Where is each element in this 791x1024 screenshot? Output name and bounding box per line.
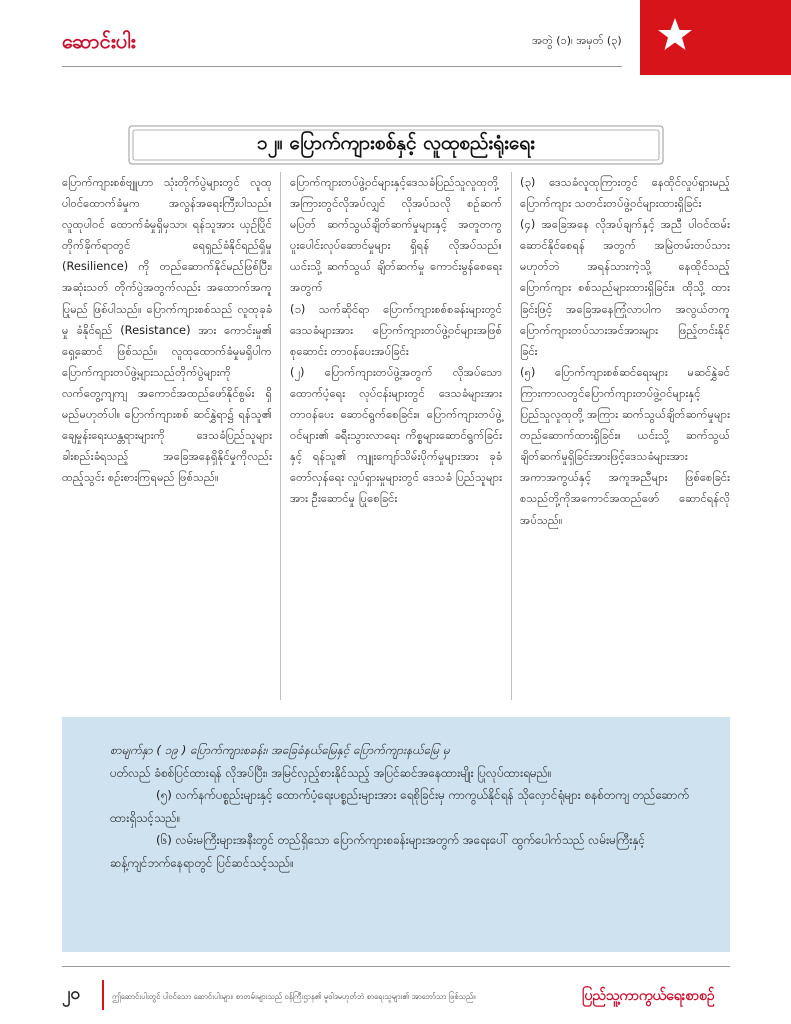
paragraph: (၅) ပြောက်ကျားစစ်ဆင်ရေးများ မဆင်နွှဲခင်ကြားကာလတွင်ပြောက်ကျားတပ်ဖွဲ့ဝင်များနှင့်ပြည်သူလူထုတို့ အကြား ဆက်သွယ်ချိတ်ဆက်မှုများ တည်ဆောက်ထားရှိခြင်း။ ယင်းသို့ ဆက်သွယ်ချိတ်ဆက်မှုရှိခြင်းအားဖြင့်ဒေသခံများအား အကာအကွယ်နှင့် အကူအညီများ ဖြစ်စေခြင်းစသည်တို့ကိုအကောင်အထည်ဖော် ဆောင်ရန်လိုအပ်သည်။ [520, 364, 730, 527]
footer-disclaimer: ဤဆောင်းပါးတွင် ပါဝင်သော ဆောင်းပါးများ၊ စာတမ်းများသည် ဝန်ကြီးဌာန၏ မူဝါဒမဟုတ်ဘဲ စာရေးသူများ၏ အာဘော်သာ ဖြစ်သည်။ [112, 992, 476, 1001]
paragraph: (၃) ဒေသခံလူထုကြားတွင် နေထိုင်လှုပ်ရှားမည့် ပြောက်ကျား သတင်းတပ်ဖွဲ့ဝင်များထားရှိခြင်း [520, 175, 730, 211]
star-icon [640, 0, 791, 75]
paragraph: ပြောက်ကျားတပ်ဖွဲ့ဝင်များနှင့်ဒေသခံပြည်သူလူထုတို့အကြားတွင်လိုအပ်လျှင် လိုအပ်သလို စဉ်ဆက်မပြတ် ဆက်သွယ်ချိတ်ဆက်မှုများနှင့် အတူတကွ ပူးပေါင်းလုပ်ဆောင်မှုများ ရှိရန် လိုအပ်သည်။ ယင်းသို့ ဆက်သွယ် ချိတ်ဆက်မှု ကောင်းမွန်စေရေးအတွက် [290, 175, 502, 295]
page-number: ၂၀ [62, 980, 104, 1010]
continuation-reference: စာမျက်နှာ ( ၁၉ ) ပြောက်ကျားစခန်း၊ အခြေခံနယ်မြေနှင့် ပြောက်ကျားနယ်မြေ မှ [110, 743, 450, 757]
continuation-box [62, 717, 730, 952]
article-title-box [128, 125, 664, 165]
column-2 [280, 172, 512, 700]
paragraph: ပြောက်ကျားစစ်ဗျူဟာ သုံးတိုက်ပွဲများတွင် လူထုပါဝင်ထောက်ခံမှုက အလွန်အရေးကြီးပါသည်။ လူထုပါဝင် ထောက်ခံမှုရှိမှသာ၊ ရန်သူအား ယှဉ်ပြိုင်တိုက်ခိုက်ရာတွင် ရေရှည်ခံနိုင်ရည်ရှိမှု (Resilience) ကို တည်ဆောက်နိုင်မည်ဖြစ်ပြီး၊ အဆုံးသတ် တိုက်ပွဲအတွက်လည်း အထောက်အကူပြုမည် ဖြစ်ပါသည်။ ပြောက်ကျားစစ်သည် လူထုခုခံမှု ခံနိုင်ရည် (Resistance) အား ကောင်းမှု၏ ရှေ့ဆောင် ဖြစ်သည်။ လူထုထောက်ခံမှုမရှိပါက ပြောက်ကျားတပ်ဖွဲ့များသည်တိုက်ပွဲများကို လက်တွေ့ကျကျ အကောင်အထည်ဖော်နိုင်စွမ်း ရှိမည်မဟုတ်ပါ။ ပြောက်ကျားစစ် ဆင်နွှဲရာ၌ ရန်သူ၏ ချေမှုန်းရေးယန္တရားများကို ဒေသခံပြည်သူများ ခါးစည်းခံရသည့် အခြေအနေရှိနိုင်မှုကိုလည်း ထည့်သွင်း စဉ်းစားကြရမည် ဖြစ်သည်။ [62, 175, 272, 485]
column-3 [520, 172, 730, 700]
column-1 [62, 172, 272, 700]
article-body [62, 172, 730, 700]
page-header [0, 0, 791, 80]
publication-name: ပြည်သူ့ကာကွယ်ရေးစာစဉ် [582, 988, 715, 1004]
paragraph: ပတ်လည် ခံစစ်ပြင်ထားရန် လိုအပ်ပြီး၊ အမြင်လှည့်စားနိုင်သည့် အပြင်ဆင်အနေထားမျိုး ပြုလုပ်ထားရမည်။ [110, 765, 552, 780]
article-title: ၁၂။ ပြောက်ကျားစစ်နှင့် လူထုစည်းရုံးရေး [257, 132, 535, 154]
paragraph: (၆) လမ်းမကြီးများအနီးတွင် တည်ရှိသော ပြောက်ကျားစခန်းများအတွက် အရေးပေါ် ထွက်ပေါက်သည် လမ်းမကြီးနှင့် ဆန့်ကျင်ဘက်နေရာတွင် ပြင်ဆင်သင့်သည်။ [110, 833, 645, 870]
paragraph: (၅) လက်နက်ပစ္စည်းများနှင့် ထောက်ပံ့ရေးပစ္စည်းများအား ရေစိုခြင်းမှ ကာကွယ်နိုင်ရန် သိုလှောင်ရုံများ စနစ်တကျ တည်ဆောက်ထားရှိသင့်သည်။ [110, 788, 690, 825]
issue-number: အတွဲ (၁)၊ အမှတ် (၃) [532, 34, 622, 47]
star-flag-icon [640, 0, 791, 75]
header-divider [62, 66, 622, 67]
section-title: ဆောင်းပါး [62, 29, 136, 53]
paragraph: (၄) အခြေအနေ လိုအပ်ချက်နှင့် အညီ ပါဝင်ထမ်း ဆောင်နိုင်စေရန် အတွက် အမြဲတမ်းတပ်သား မဟုတ်ဘဲ အရန်သားကဲ့သို့ နေထိုင်သည့် ပြောက်ကျား စစ်သည်များထားရှိခြင်း။ ထိုသို့ ထားခြင်းဖြင့် အခြေအနေကြုံလာပါက အလွယ်တကူ ပြောက်ကျားတပ်သားအင်အားများ ဖြည့်တင်းနိုင်ခြင်း [520, 217, 730, 358]
paragraph: (၂) ပြောက်ကျားတပ်ဖွဲ့အတွက် လိုအပ်သော ထောက်ပံ့ရေး လုပ်ငန်းများတွင် ဒေသခံများအား တာဝန်ပေး ဆောင်ရွက်စေခြင်း။ ပြောက်ကျားတပ်ဖွဲ့ဝင်များ၏ ခရီးသွားလာရေး ကိစ္စများဆောင်ရွက်ခြင်းနှင့် ရန်သူ၏ ကျူးကျော်သိမ်းပိုက်မှုများအား ခုခံတော်လှန်ရေး လှုပ်ရှားမှုများတွင် ဒေသခံ ပြည်သူများအား ဦးဆောင်မှု ပြုစေခြင်း [290, 364, 502, 506]
paragraph: (၁) သက်ဆိုင်ရာ ပြောက်ကျားစစ်စခန်းများတွင် ဒေသခံများအား ပြောက်ကျားတပ်ဖွဲ့ဝင်များအဖြစ် စုဆောင်း တာဝန်ပေးအပ်ခြင်း [290, 301, 502, 358]
footer-divider [62, 966, 730, 967]
